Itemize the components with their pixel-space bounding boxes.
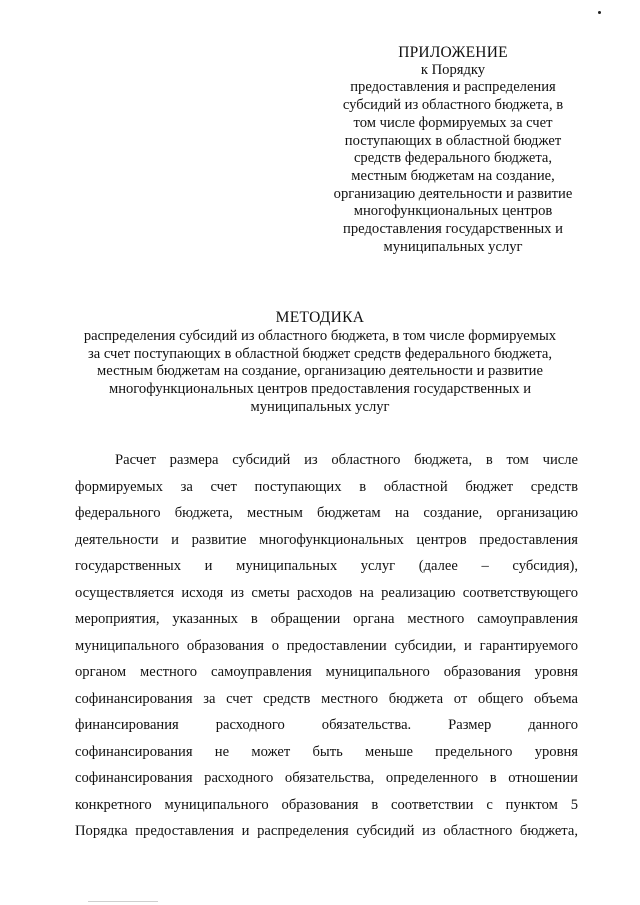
- appendix-title: ПРИЛОЖЕНИЕ: [398, 44, 508, 61]
- appendix-line: организацию деятельности и развитие: [333, 185, 573, 202]
- paragraph-line: деятельности и развитие многофункциональных центров предоставления: [75, 531, 578, 548]
- appendix-line: средств федерального бюджета,: [353, 150, 553, 167]
- methodology-subtitle-line: многофункциональных центров предоставления государственных и: [108, 381, 532, 398]
- methodology-title: МЕТОДИКА: [275, 309, 365, 326]
- paragraph-line: осуществляется исходя из сметы расходов на реализацию соответствующего: [75, 584, 578, 601]
- methodology-subtitle-line: распределения субсидий из областного бюджета, в том числе формируемых: [83, 327, 557, 344]
- methodology-subtitle-line: за счет поступающих в областной бюджет средств федерального бюджета,: [87, 345, 553, 362]
- appendix-line: к Порядку: [420, 61, 486, 78]
- methodology-subtitle-line: муниципальных услуг: [250, 398, 390, 415]
- methodology-subtitle-line: местным бюджетам на создание, организацию деятельности и развитие: [97, 363, 543, 380]
- paragraph-line: конкретного муниципального образования в соответствии с пунктом 5: [75, 796, 578, 813]
- appendix-line: том числе формируемых за счет: [353, 114, 553, 131]
- scan-edge-line: [88, 901, 158, 902]
- paragraph-line: софинансирования не может быть меньше предельного уровня: [75, 743, 578, 760]
- appendix-line: предоставления государственных и: [343, 221, 563, 238]
- paragraph-line: Расчет размера субсидий из областного бюджета, в том числе: [115, 452, 578, 468]
- appendix-line: местным бюджетам на создание,: [351, 167, 555, 184]
- paragraph-line: софинансирования за счет средств местного бюджета от общего объема: [75, 690, 578, 707]
- appendix-line: предоставления и распределения: [350, 79, 556, 96]
- appendix-line: поступающих в областной бюджет: [344, 132, 562, 149]
- scan-speck: [598, 11, 601, 14]
- methodology-heading: [60, 309, 580, 417]
- paragraph-line: мероприятия, указанных в обращении органа местного самоуправления: [75, 611, 578, 627]
- paragraph-line: органом местного самоуправления муниципального образования уровня: [75, 664, 578, 680]
- paragraph-line: финансирования расходного обязательства. Размер данного: [75, 717, 578, 733]
- paragraph-line: муниципального образования о предоставлении субсидии, и гарантируемого: [75, 637, 578, 654]
- appendix-line: субсидий из областного бюджета, в: [342, 97, 564, 114]
- paragraph-line: Порядка предоставления и распределения субсидий из областного бюджета,: [75, 823, 578, 839]
- body-paragraph: [75, 447, 578, 845]
- paragraph-line: федерального бюджета, местным бюджетам на создание, организацию: [75, 505, 578, 521]
- paragraph-line: государственных и муниципальных услуг (далее – субсидия),: [75, 558, 578, 574]
- appendix-header: [322, 44, 584, 256]
- paragraph-line: софинансирования расходного обязательства, определенного в отношении: [75, 770, 578, 786]
- appendix-line: муниципальных услуг: [383, 238, 523, 255]
- paragraph-line: формируемых за счет поступающих в областной бюджет средств: [75, 478, 578, 495]
- appendix-line: многофункциональных центров: [353, 203, 553, 220]
